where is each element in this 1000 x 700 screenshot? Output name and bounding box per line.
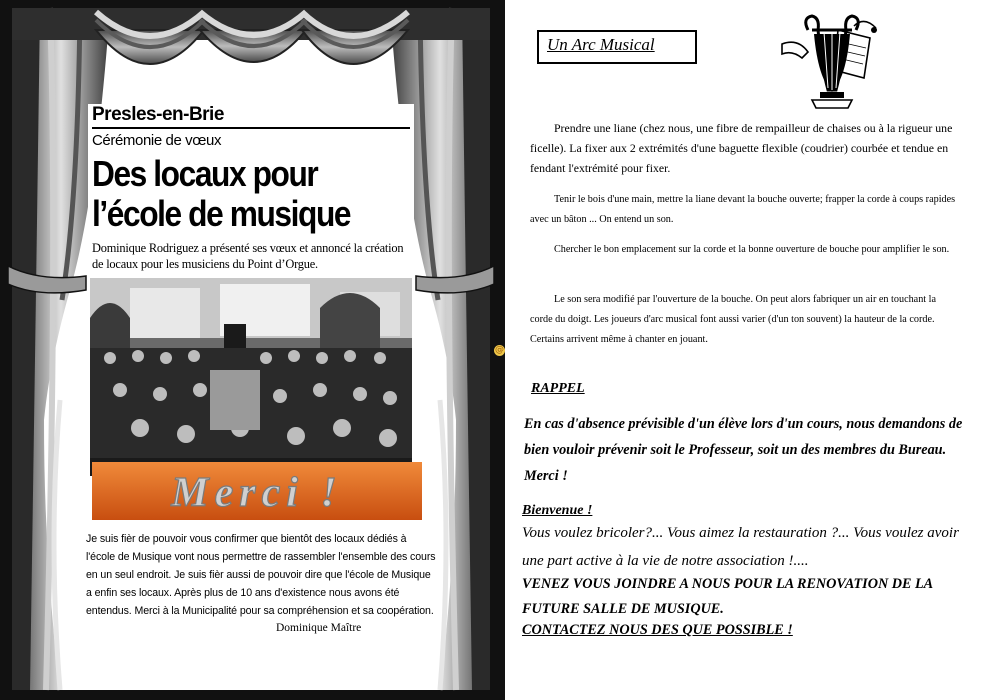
clipping-headline-line2: l’école de musique xyxy=(92,193,351,234)
newspaper-clipping xyxy=(88,104,414,480)
rappel-text: En cas d'absence prévisible d'un élève lors d'un cours, nous demandons de bien vouloir prévenir soit le Professeur, soit un des membres du Bureau. Merci ! xyxy=(524,416,963,484)
clipping-divider xyxy=(92,127,410,129)
article-paragraph-3: Chercher le bon emplacement sur la corde et la bonne ouverture de bouche pour amplifier le son. xyxy=(554,244,950,255)
at-sign-icon: @ xyxy=(495,345,504,355)
bienvenue-title: Bienvenue ! xyxy=(522,503,593,518)
clipping-town: Presles-en-Brie xyxy=(92,104,224,125)
article-title: Un Arc Musical xyxy=(547,35,655,54)
letter-signature: Dominique Maître xyxy=(276,622,362,634)
merci-banner-text: Merci ! xyxy=(171,470,343,516)
clipping-headline-line1: Des locaux pour xyxy=(92,153,318,194)
audience-photo xyxy=(90,278,412,476)
contact-call: CONTACTEZ NOUS DES QUE POSSIBLE ! xyxy=(522,622,793,638)
clipping-headline xyxy=(92,154,374,234)
letter-body: Je suis fièr de pouvoir vous confirmer que bientôt des locaux dédiés à l'école de Musique vont nous permettre de rassembler l'ensemble des cours en un seul endroit. Je suis fièr aussi de pouvoir dire que l'école de Musique a enfin ses locaux. Après plus de 10 ans d'existence nous avons été entendus. Merci à la Municipalité pour sa compréhension et sa coopération. xyxy=(86,533,436,617)
article-paragraph-4: Le son sera modifié par l'ouverture de la bouche. On peut alors fabriquer un air en touchant la corde du doigt. Les joueurs d'arc musical font aussi varier (d'un ton souvent) la hauteur de la corde. Certains arrivent même à chanter en jouant. xyxy=(530,294,937,345)
bienvenue-text: Vous voulez bricoler?... Vous aimez la restauration ?... Vous voulez avoir une part active à la vie de notre association !.... xyxy=(522,525,959,569)
article-paragraph-2: Tenir le bois d'une main, mettre la liane devant la bouche ouverte; frapper la corde à coups rapides avec un bâton ... On entend un son. xyxy=(530,194,956,225)
clipping-lead: Dominique Rodriguez a présenté ses vœux et annoncé la création de locaux pour les musiciens du Point d’Orgue. xyxy=(92,241,404,271)
clipping-kicker: Cérémonie de vœux xyxy=(92,132,222,149)
merci-banner xyxy=(92,462,422,520)
renovation-call: VENEZ VOUS JOINDRE A NOUS POUR LA RENOVATION DE LA FUTURE SALLE DE MUSIQUE. xyxy=(522,576,933,617)
article-paragraph-1: Prendre une liane (chez nous, une fibre de rempailleur de chaises ou à la rigueur une ficelle). La fixer aux 2 extrémités d'une baguette flexible (coudrier) courbée et tendue en fendant l'extrémité pour fixer. xyxy=(530,121,953,175)
article-title-box xyxy=(537,30,697,64)
rappel-title: RAPPEL xyxy=(531,381,585,396)
lyre-instruments-icon xyxy=(778,8,882,112)
